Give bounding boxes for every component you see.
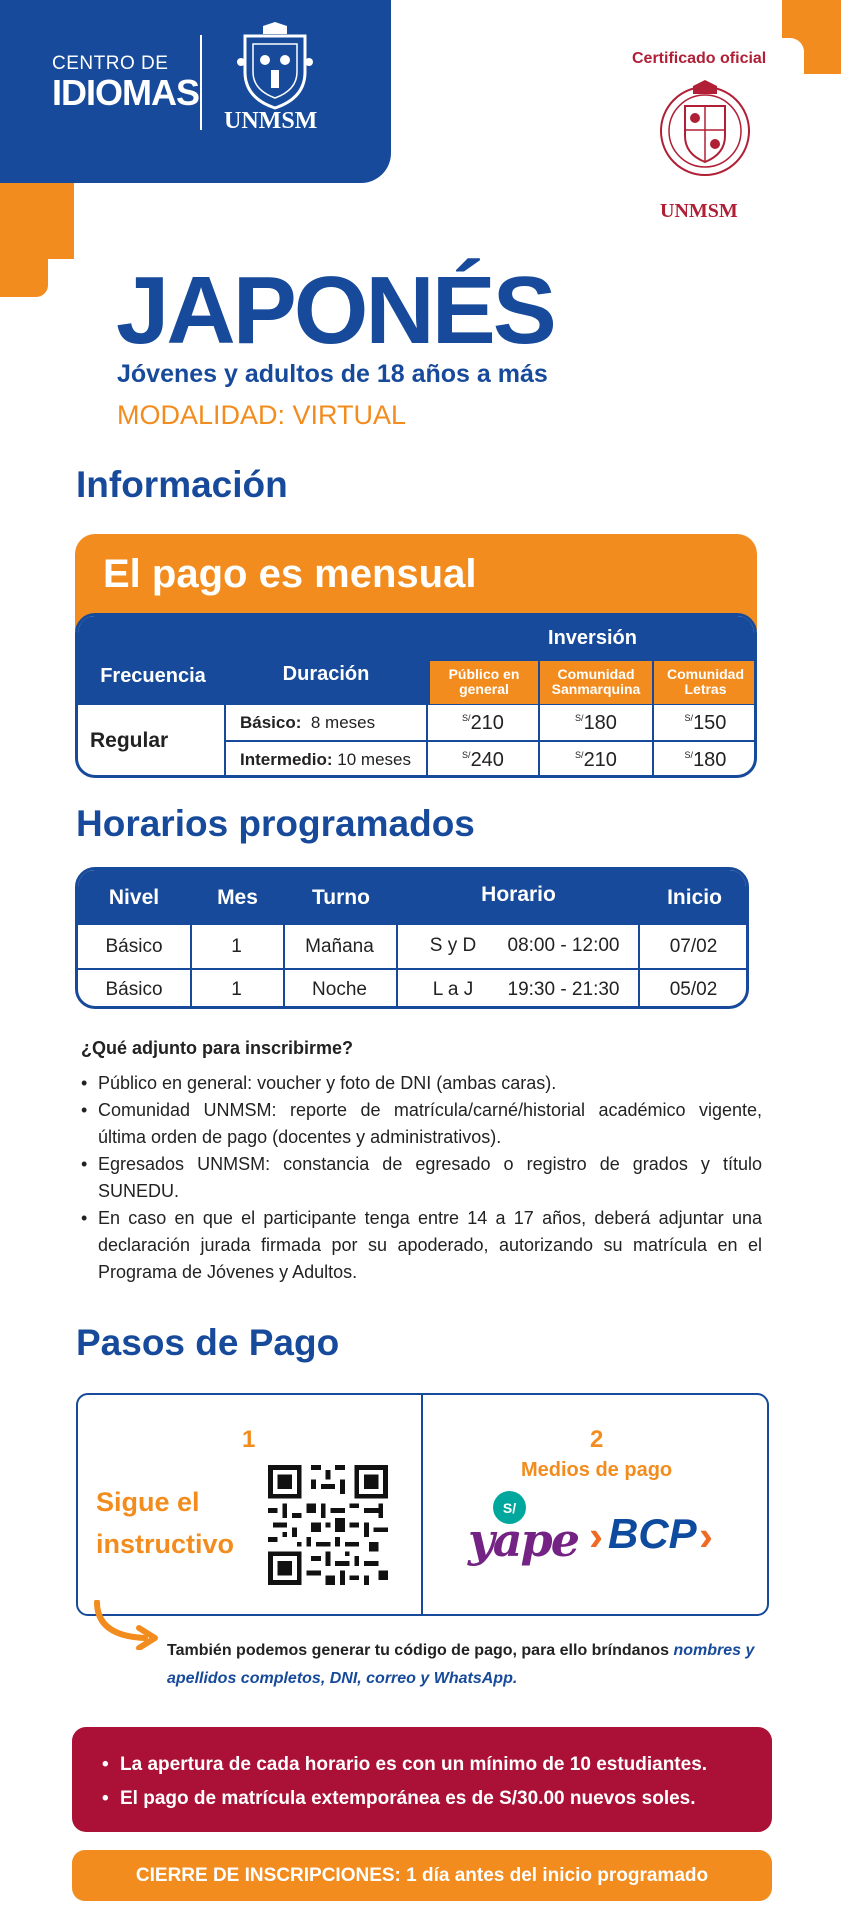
inicio-cell: 05/02 bbox=[669, 979, 718, 1000]
frequency-value: Regular bbox=[90, 729, 169, 752]
turno-cell: Noche bbox=[312, 979, 367, 1000]
step1-text-line2: instructivo bbox=[96, 1529, 235, 1559]
logo-divider bbox=[200, 35, 202, 130]
audience-text: Jóvenes y adultos de 18 años a más bbox=[117, 360, 548, 388]
university-crest-icon bbox=[235, 22, 315, 110]
step2-title: Medios de pago bbox=[521, 1459, 673, 1481]
qr-code-icon[interactable] bbox=[268, 1465, 388, 1585]
orange-decoration bbox=[0, 183, 74, 259]
requirement-item: • Comunidad UNMSM: reporte de matrícula/carné/historial académico vigente, última orden de pago (docentes y administrativos). bbox=[81, 1097, 762, 1151]
nivel-cell: Básico bbox=[105, 979, 163, 1000]
payment-steps-heading: Pasos de Pago bbox=[76, 1322, 340, 1363]
notice-item: • El pago de matrícula extemporánea es de S/30.00 nuevos soles. bbox=[102, 1782, 707, 1816]
mes-cell: 1 bbox=[231, 979, 242, 1000]
col-turno: Turno bbox=[312, 886, 370, 909]
course-title: JAPONÉS bbox=[116, 257, 554, 364]
seal-university: UNMSM bbox=[660, 200, 738, 222]
closing-text: CIERRE DE INSCRIPCIONES: 1 día antes del inicio programado bbox=[135, 1864, 709, 1886]
logo-line2: IDIOMAS bbox=[52, 72, 200, 113]
subcol-letras: Comunidad Letras bbox=[654, 661, 757, 704]
turno-cell: Mañana bbox=[305, 936, 374, 957]
duration-value: 10 meses bbox=[337, 749, 411, 769]
payment-note-emphasis: nombres y apellidos completos, DNI, correo y WhatsApp. bbox=[167, 1642, 755, 1687]
requirement-item: • En caso en que el participante tenga entre 14 a 17 años, deberá adjuntar una declaración jurada firmada por su apoderado, autorizando su matrícula en el Programa de Jóvenes y Adultos. bbox=[81, 1205, 762, 1286]
requirements-section bbox=[81, 1035, 762, 1286]
mes-cell: 1 bbox=[231, 936, 242, 957]
notice-list bbox=[102, 1748, 707, 1816]
price-cell: $^{S/}$210 bbox=[575, 749, 617, 771]
requirement-item: • Público en general: voucher y foto de DNI (ambas caras). bbox=[81, 1070, 762, 1097]
price-cell: $^{S/}$180 bbox=[684, 749, 727, 771]
subcol-sanmarquina: Comunidad Sanmarquina bbox=[540, 661, 652, 704]
yape-logo: yape bbox=[468, 1513, 578, 1567]
col-horario: Horario bbox=[481, 883, 556, 906]
schedule-heading: Horarios programados bbox=[76, 803, 475, 844]
yape-coin-icon: S/ bbox=[493, 1491, 526, 1524]
step1-text-line1: Sigue el bbox=[96, 1487, 200, 1517]
requirements-list bbox=[81, 1070, 762, 1286]
modality-text: MODALIDAD: VIRTUAL bbox=[117, 400, 407, 430]
orange-decoration bbox=[0, 259, 48, 297]
schedule-table bbox=[75, 867, 749, 1009]
logo-line1: CENTRO DE bbox=[52, 53, 169, 74]
duration-value: 8 meses bbox=[310, 712, 376, 732]
info-heading: Información bbox=[76, 464, 288, 505]
inicio-cell: 07/02 bbox=[669, 936, 718, 957]
curved-arrow-icon bbox=[93, 1600, 163, 1650]
requirement-item: • Egresados UNMSM: constancia de egresado o registro de grados y título SUNEDU. bbox=[81, 1151, 762, 1205]
col-duration: Duración bbox=[282, 663, 370, 685]
subcol-public: Público en general bbox=[430, 661, 538, 704]
notice-item: • La apertura de cada horario es con un mínimo de 10 estudiantes. bbox=[102, 1748, 707, 1782]
logo-university: UNMSM bbox=[224, 108, 318, 134]
bcp-arrow-icon: › bbox=[699, 1512, 713, 1559]
divider bbox=[421, 1394, 423, 1615]
hours-cell: 19:30 - 21:30 bbox=[507, 979, 620, 1000]
days-cell: L a J bbox=[432, 979, 474, 1000]
divider bbox=[396, 925, 398, 1009]
step1-number: 1 bbox=[242, 1426, 256, 1453]
payment-note: También podemos generar tu código de pago, para ello bríndanos nombres y apellidos completos, DNI, correo y WhatsApp. bbox=[167, 1642, 755, 1687]
decoration-cutout bbox=[782, 38, 804, 74]
nivel-cell: Básico bbox=[105, 936, 163, 957]
col-nivel: Nivel bbox=[108, 886, 160, 909]
price-cell: $^{S/}$150 bbox=[684, 712, 727, 734]
price-cell: $^{S/}$240 bbox=[462, 749, 504, 771]
certificate-label: Certificado oficial bbox=[632, 50, 767, 67]
level-label: Básico: bbox=[240, 712, 302, 732]
payment-banner-text: El pago es mensual bbox=[103, 552, 477, 596]
official-seal-icon bbox=[655, 78, 755, 184]
pricing-table bbox=[75, 613, 757, 778]
divider bbox=[78, 968, 749, 970]
requirements-question: ¿Qué adjunto para inscribirme? bbox=[81, 1038, 354, 1058]
bcp-arrow-icon: › bbox=[589, 1512, 603, 1559]
bcp-logo: BCP bbox=[608, 1510, 697, 1557]
col-mes: Mes bbox=[217, 886, 258, 909]
col-inicio: Inicio bbox=[667, 886, 722, 909]
col-investment: Inversión bbox=[548, 627, 637, 649]
price-cell: $^{S/}$180 bbox=[575, 712, 617, 734]
hours-cell: 08:00 - 12:00 bbox=[507, 935, 620, 956]
level-label: Intermedio: bbox=[240, 749, 333, 769]
step2-number: 2 bbox=[590, 1426, 604, 1453]
price-cell: $^{S/}$210 bbox=[462, 712, 504, 734]
days-cell: S y D bbox=[429, 935, 477, 956]
col-frequency: Frecuencia bbox=[100, 665, 206, 687]
